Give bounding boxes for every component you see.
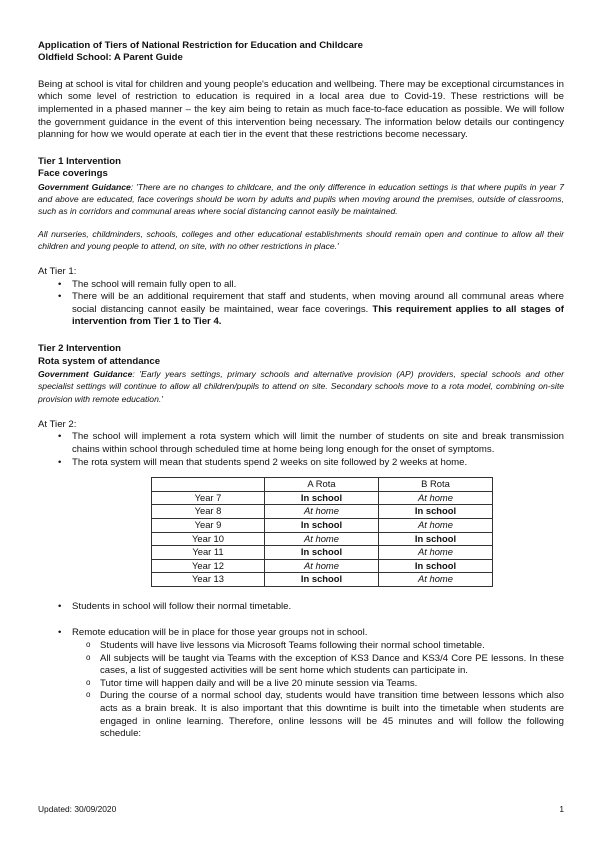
table-header-row xyxy=(152,478,493,492)
year-cell: Year 10 xyxy=(152,532,265,546)
list-item: • Students in school will follow their normal timetable. xyxy=(58,601,564,614)
intro-paragraph: Being at school is vital for children and young people's education and wellbeing. There may be exceptional circumstances in which some level of restriction to education is required in a local area due to Covid-19. These restrictions will be implemented in a phased manner – the key aim being to retain as much face-to-face education as possible. We will follow the government guidance in the event of this intervention being necessary. The information below details our contingency planning for how we would operate at each tier in the event that these restrictions become necessary. xyxy=(38,78,564,141)
a-rota-cell: At home xyxy=(265,505,379,519)
tier2-section xyxy=(38,343,564,741)
list-item xyxy=(58,291,564,329)
tier1-guidance xyxy=(38,181,564,218)
table-header-a-rota: A Rota xyxy=(265,478,379,492)
list-item: • The school will implement a rota system which will limit the number of students on site and break transmission chains within school through scheduled time at home being long enough for the onset of symptoms. xyxy=(58,431,564,456)
year-cell: Year 7 xyxy=(152,491,265,505)
tier2-subheading: Rota system of attendance xyxy=(38,355,161,367)
year-cell: Year 11 xyxy=(152,546,265,560)
tier1-bullet2-text: There will be an additional requirement that staff and students, when moving around all communal areas where social distancing cannot easily be maintained, wear face coverings. xyxy=(72,291,564,315)
a-rota-cell: In school xyxy=(265,546,379,560)
list-item: • The rota system will mean that students spend 2 weeks on site followed by 2 weeks at home. xyxy=(58,457,564,470)
table-row xyxy=(152,546,493,560)
list-item: o Tutor time will happen daily and will be a live 20 minute session via Teams. xyxy=(86,678,564,691)
remote-education-sublist xyxy=(86,640,564,741)
table-row xyxy=(152,518,493,532)
table-row xyxy=(152,573,493,587)
tier1-section xyxy=(38,156,564,329)
year-cell: Year 12 xyxy=(152,559,265,573)
a-rota-cell: At home xyxy=(265,532,379,546)
tier1-heading: Tier 1 Intervention xyxy=(38,155,121,167)
title-line-2: Oldfield School: A Parent Guide xyxy=(38,52,183,64)
year-cell: Year 9 xyxy=(152,518,265,532)
tier2-bullets xyxy=(58,431,564,469)
a-rota-cell: At home xyxy=(265,559,379,573)
tier2-bullets-3 xyxy=(58,627,564,740)
table-row xyxy=(152,505,493,519)
updated-date: Updated: 30/09/2020 xyxy=(38,804,117,814)
page-footer xyxy=(38,803,564,816)
tier1-bullet2-bold: This requirement applies to all stages of intervention from Tier 1 to Tier 4. xyxy=(72,303,564,328)
list-item: o Students will have live lessons via Microsoft Teams following their normal school timetable. xyxy=(86,640,564,653)
page-number: 1 xyxy=(559,804,564,814)
b-rota-cell: At home xyxy=(379,491,493,505)
table-row xyxy=(152,559,493,573)
table-row xyxy=(152,491,493,505)
table-header-blank xyxy=(152,478,265,492)
year-cell: Year 8 xyxy=(152,505,265,519)
tier1-guidance-text: : 'There are no changes to childcare, and the only difference in education settings is that where pupils in year 7 and above are educated, face coverings should be worn by adults and pupils when moving around the premises, outside of classrooms, such as in corridors and communal areas where social distancing cannot easily be maintained. xyxy=(38,181,564,217)
tier1-bullets xyxy=(58,279,564,329)
year-cell: Year 13 xyxy=(152,573,265,587)
rota-table-body xyxy=(152,491,493,586)
document-title xyxy=(38,40,564,65)
list-item: o All subjects will be taught via Teams with the exception of KS3 Dance and KS3/4 Core PE lessons. In these cases, a list of suggested activities will be sent home which students can participate in. xyxy=(86,653,564,678)
b-rota-cell: At home xyxy=(379,573,493,587)
b-rota-cell: In school xyxy=(379,505,493,519)
table-header-b-rota: B Rota xyxy=(379,478,493,492)
a-rota-cell: In school xyxy=(265,491,379,505)
a-rota-cell: In school xyxy=(265,518,379,532)
tier2-guidance xyxy=(38,368,564,405)
b-rota-cell: At home xyxy=(379,546,493,560)
table-row xyxy=(152,532,493,546)
list-item: o During the course of a normal school day, students would have transition time between lessons which also acts as a brain break. It is also important that this downtime is built into the timetable when students are engaged in online learning. Therefore, online lessons will be 45 minutes and will follow the following schedule: xyxy=(86,690,564,740)
tier2-guidance-label: Government Guidance xyxy=(38,369,133,380)
tier2-guidance-text: : 'Early years settings, primary schools and alternative provision (AP) providers, special schools and other specialist settings will continue to allow all children/pupils to attend on site. Secondary schools move to a rota model, combining on-site provision with remote education.' xyxy=(38,369,564,404)
b-rota-cell: At home xyxy=(379,518,493,532)
tier1-guidance-label: Government Guidance xyxy=(38,181,131,192)
tier1-subheading: Face coverings xyxy=(38,168,108,180)
tier2-heading: Tier 2 Intervention xyxy=(38,342,121,354)
tier1-guidance-2: All nurseries, childminders, schools, colleges and other educational establishments should remain open and continue to allow all their children and young people to attend, on site, with no other restrictions in place.' xyxy=(38,228,564,251)
list-item: • The school will remain fully open to all. xyxy=(58,279,564,292)
a-rota-cell: In school xyxy=(265,573,379,587)
b-rota-cell: In school xyxy=(379,559,493,573)
b-rota-cell: In school xyxy=(379,532,493,546)
tier1-at-label: At Tier 1: xyxy=(38,265,77,277)
rota-table xyxy=(151,477,493,587)
tier2-bullets-2 xyxy=(58,601,564,614)
remote-education-text: Remote education will be in place for those year groups not in school. xyxy=(72,627,368,639)
list-item xyxy=(58,627,564,740)
title-line-1: Application of Tiers of National Restriction for Education and Childcare xyxy=(38,40,363,51)
tier2-at-label: At Tier 2: xyxy=(38,418,77,430)
